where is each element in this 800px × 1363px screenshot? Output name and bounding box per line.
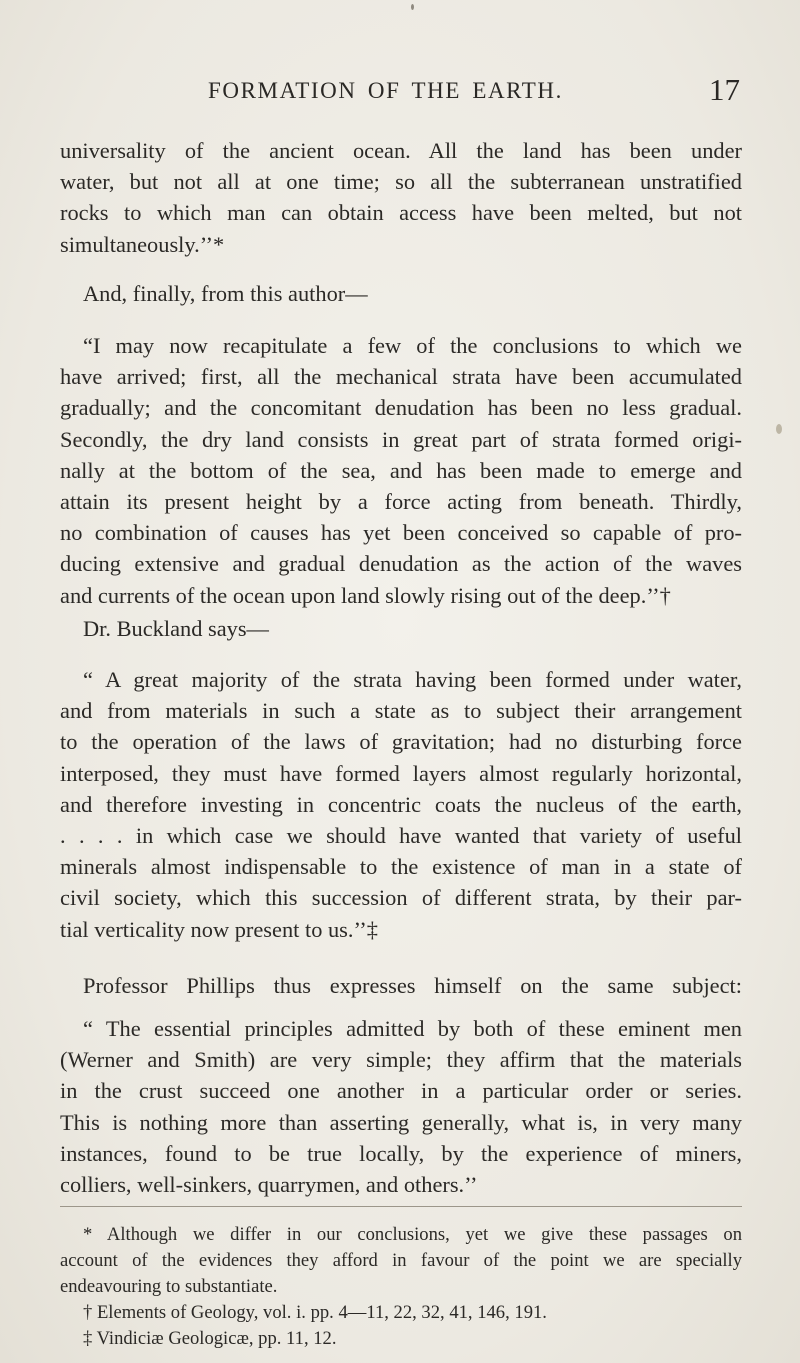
paragraph-continuation	[60, 135, 742, 260]
text-line: And, finally, from this author—	[83, 281, 368, 306]
text-line: “I may now recapitulate a few of the conclusions to which we	[83, 333, 742, 358]
text-line: “ The essential principles admitted by both of these eminent men	[83, 1016, 742, 1041]
running-head: FORMATION OF THE EARTH.	[208, 78, 563, 103]
intro-phillips	[60, 970, 742, 1001]
text-line: attain its present height by a force acting from beneath. Thirdly,	[60, 489, 742, 515]
text-line: This is nothing more than asserting generally, what is, in very many	[60, 1109, 742, 1135]
text-line: and from materials in such a state as to subject their arrangement	[60, 698, 742, 724]
text-line: Professor Phillips thus expresses himself on the same subject:	[83, 973, 742, 998]
text-line: Secondly, the dry land consists in great part of strata formed origi-	[60, 426, 742, 452]
text-line: and therefore investing in concentric coats the nucleus of the earth,	[60, 791, 742, 817]
page-smudge	[776, 424, 782, 434]
footnote-line: * Although we differ in our conclusions, yet we give these passages on	[83, 1224, 742, 1245]
text-line: ducing extensive and gradual denudation as the action of the waves	[60, 551, 742, 577]
page-header	[60, 72, 740, 116]
text-line: simultaneously.’’*	[60, 231, 225, 257]
page-number: 17	[709, 72, 740, 107]
intro-author	[60, 278, 742, 310]
text-line: rocks to which man can obtain access have been melted, but not	[60, 200, 742, 226]
quote-recapitulation	[60, 330, 742, 611]
text-line: “ A great majority of the strata having been formed under water,	[83, 667, 742, 692]
quote-phillips	[60, 1013, 742, 1200]
text-line: no combination of causes has yet been conceived so capable of pro-	[60, 520, 742, 546]
ink-speck	[411, 4, 414, 10]
quote-buckland	[60, 664, 742, 945]
text-line: interposed, they must have formed layers almost regularly horizontal,	[60, 760, 742, 786]
text-line: have arrived; first, all the mechanical strata have been accumulated	[60, 364, 742, 390]
footnote-line: endeavouring to substantiate.	[60, 1276, 278, 1297]
text-line: gradually; and the concomitant denudation has been no less gradual.	[60, 395, 742, 421]
text-line: (Werner and Smith) are very simple; they affirm that the materials	[60, 1047, 742, 1073]
footnote-line: account of the evidences they afford in favour of the point we are specially	[60, 1250, 742, 1271]
text-line: and currents of the ocean upon land slowly rising out of the deep.’’†	[60, 582, 671, 608]
text-line: civil society, which this succession of different strata, by their par-	[60, 885, 742, 911]
text-line: instances, found to be true locally, by the experience of miners,	[60, 1140, 742, 1166]
text-line: in the crust succeed one another in a particular order or series.	[60, 1078, 742, 1104]
text-line: Dr. Buckland says—	[83, 616, 269, 641]
intro-buckland	[60, 613, 742, 645]
text-line: colliers, well-sinkers, quarrymen, and others.’’	[60, 1172, 478, 1198]
footnote-line: † Elements of Geology, vol. i. pp. 4—11, 22, 32, 41, 146, 191.	[83, 1302, 547, 1323]
text-line: to the operation of the laws of gravitation; had no disturbing force	[60, 729, 742, 755]
footnotes	[60, 1222, 742, 1352]
text-line: tial verticality now present to us.’’‡	[60, 916, 378, 942]
text-line: water, but not all at one time; so all the subterranean unstratified	[60, 169, 742, 195]
text-line: nally at the bottom of the sea, and has been made to emerge and	[60, 457, 742, 483]
text-line: minerals almost indispensable to the existence of man in a state of	[60, 854, 742, 880]
footnote-line: ‡ Vindiciæ Geologicæ, pp. 11, 12.	[83, 1328, 337, 1349]
footnote-rule	[60, 1206, 742, 1207]
text-line: . . . . in which case we should have wanted that variety of useful	[60, 823, 742, 849]
text-line: universality of the ancient ocean. All the land has been under	[60, 138, 742, 163]
